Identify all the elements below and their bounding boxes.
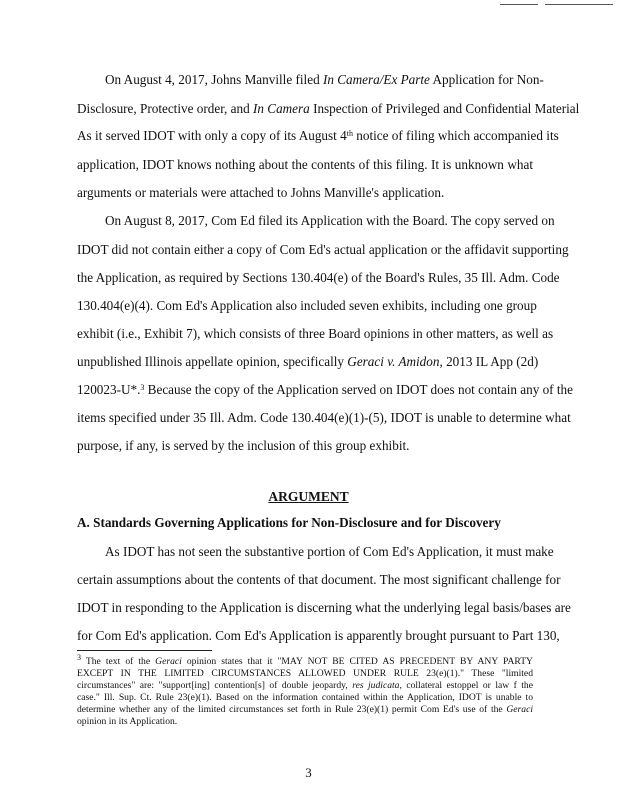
p2-line-8: items specified under 35 Ill. Adm. Code 130.404(e)(1)-(5), IDOT is unable to determine what <box>77 410 571 425</box>
p2-line-2: IDOT did not contain either a copy of Com Ed's actual application or the affidavit supporting <box>77 242 569 257</box>
p2-line-5: exhibit (i.e., Exhibit 7), which consists of three Board opinions in other matters, as well as <box>77 326 554 341</box>
p3-line-1: As IDOT has not seen the substantive portion of Com Ed's Application, it must make <box>105 544 554 559</box>
p3-line-2: certain assumptions about the contents of that document. The most significant challenge for <box>77 572 561 587</box>
footnote-line-6: opinion in its Application. <box>77 716 178 727</box>
text: The text of the <box>81 656 156 667</box>
text: notice of filing which accompanied its <box>352 128 559 143</box>
text: 120023-U*. <box>77 382 141 397</box>
text: As it served IDOT with only a copy of its August 4 <box>77 128 347 143</box>
p2-line-7 <box>77 382 573 398</box>
text-italic: Geraci v. Amidon <box>347 354 440 369</box>
footnote-line-4: case." Ill. Sup. Ct. Rule 23(e)(1). Based on the information contained within the Application, IDOT is unable to <box>77 692 533 703</box>
p2-line-9: purpose, if any, is served by the inclusion of this group exhibit. <box>77 438 410 453</box>
p2-line-4: 130.404(e)(4). Com Ed's Application also included seven exhibits, including one group <box>77 298 537 313</box>
text-italic: Geraci <box>155 656 182 667</box>
text: , collateral estoppel or law f the <box>399 680 533 691</box>
page-number: 3 <box>305 765 312 780</box>
text: Inspection of Privileged and Confidential Material <box>309 101 580 116</box>
superscript: th <box>346 129 353 138</box>
text: Disclosure, Protective order, and <box>77 101 253 116</box>
p2-line-6 <box>77 354 539 370</box>
footnote-line-2: EXCEPT IN THE LIMITED CIRCUMSTANCES ALLOWED UNDER RULE 23(e)(1)." These "limited <box>77 668 533 679</box>
text: , 2013 IL App (2d) <box>439 354 539 369</box>
p3-line-4: for Com Ed's application. Com Ed's Application is apparently brought pursuant to Part 130, <box>77 628 560 643</box>
p3-line-3: IDOT in responding to the Application is discerning what the underlying legal basis/bases are <box>77 600 571 615</box>
text-italic: res judicata <box>352 680 400 691</box>
footnote-line-3 <box>77 680 533 692</box>
text-italic: In Camera/Ex Parte <box>322 72 430 87</box>
footnote-divider <box>77 650 212 651</box>
footnote-line-5 <box>77 704 533 716</box>
header-rule-right <box>545 4 613 5</box>
text: unpublished Illinois appellate opinion, specifically <box>77 354 348 369</box>
subsection-heading: A. Standards Governing Applications for Non-Disclosure and for Discovery <box>77 515 501 530</box>
text-italic: In Camera <box>252 101 310 116</box>
p1-line-4: application, IDOT knows nothing about the contents of this filing. It is unknown what <box>77 157 533 172</box>
footnote-number: 3 <box>77 653 81 662</box>
p1-line-3 <box>77 128 559 144</box>
p1-line-1 <box>105 72 544 88</box>
footnote-line-1 <box>77 653 533 668</box>
header-rule-left <box>500 4 538 5</box>
text: circumstances" are: "support[ing] contention[s] of double jeopardy, <box>77 680 353 691</box>
text: opinion states that it "MAY NOT BE CITED AS PRECEDENT BY ANY PARTY <box>181 656 533 667</box>
text: determine whether any of the limited circumstances set forth in Rule 23(e)(1) permit Com Ed's use of the <box>77 704 507 715</box>
text-italic: Geraci <box>506 704 533 715</box>
text: On August 4, 2017, Johns Manville filed <box>105 72 323 87</box>
section-heading: ARGUMENT <box>268 489 349 504</box>
p1-line-2 <box>77 101 580 117</box>
p1-line-5: arguments or materials were attached to Johns Manville's application. <box>77 185 445 200</box>
p2-line-1: On August 8, 2017, Com Ed filed its Application with the Board. The copy served on <box>105 213 555 228</box>
p2-line-3: the Application, as required by Sections 130.404(e) of the Board's Rules, 35 Ill. Adm. Code <box>77 270 560 285</box>
footnote-ref: 3 <box>140 383 145 392</box>
text: Because the copy of the Application served on IDOT does not contain any of the <box>144 382 573 397</box>
text: Application for Non- <box>429 72 544 87</box>
